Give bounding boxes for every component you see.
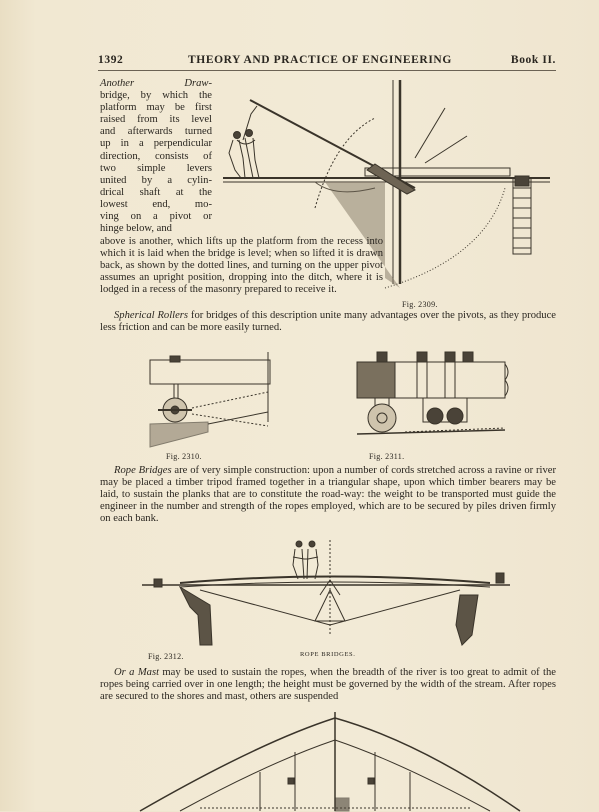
lead-line: bridge, by which the	[100, 90, 212, 102]
figure-title: ROPE BRIDGES.	[300, 651, 356, 658]
page-number: 1392	[98, 54, 124, 66]
rollers-term: Spherical Rollers	[114, 310, 189, 321]
mast-term: Or a Mast	[114, 667, 160, 678]
lead-line: ving on a pivot or	[100, 211, 212, 223]
lead-line: united by a cylin-	[100, 174, 212, 186]
lead-line: direction, consists of	[100, 150, 212, 162]
rollers-text	[100, 310, 556, 334]
suspension-bridge-figure	[140, 712, 520, 812]
figure-caption: Fig. 2311.	[369, 452, 405, 461]
lead-line: drical shaft at the	[100, 186, 212, 198]
rope-term: Rope Bridges	[114, 465, 172, 476]
lead-line: hinge below, and	[100, 223, 172, 235]
roller-figure-b	[355, 350, 515, 440]
lead-line: platform may be first	[100, 102, 212, 114]
rope-body: are of very simple construction: upon a number of cords stretched across a ravine or river may be placed a timber tripod framed together in a triangular shape, upon which timber bearers may be laid, to sustain the planks that are to constitute the road-way: the weight to be transported must guide the engineer in the number and strength of the ropes employed, which are to be secured by piles driven firmly on each bank.	[100, 465, 556, 525]
running-title: THEORY AND PRACTICE OF ENGINEERING	[188, 54, 452, 66]
book-number: Book II.	[510, 54, 556, 66]
rope-bridge-figure	[140, 535, 520, 645]
lead-line: raised from its level	[100, 114, 212, 126]
lead-line: up in a perpendicular	[100, 138, 212, 150]
rope-text	[100, 465, 556, 525]
drawbridge-lead	[100, 78, 212, 235]
lead-line: lowest end, mo-	[100, 198, 212, 210]
drawbridge-text-body: above is another, which lifts up the platform from the recess into which it is laid when the bridge is level; when so lifted it is drawn back, as shown by the dotted lines, and turning on the upper pivot assumes an upright position, dropping into the ditch, where it is lodged in a recess of the masonry prepared to receive it.	[100, 236, 383, 296]
mast-body: may be used to sustain the ropes, when the breadth of the river is too great to admit of the ropes being carried over in one length; the height must be governed by the width of the stream. After ropes are secured to the shores and mast, others are suspended	[100, 667, 557, 703]
roller-figure-a	[148, 352, 278, 447]
figure-caption: Fig. 2312.	[148, 652, 184, 661]
mast-text	[100, 667, 556, 703]
header-rule	[98, 70, 556, 71]
lead-line: and afterwards turned	[100, 126, 212, 138]
running-header	[98, 54, 556, 70]
figure-caption: Fig. 2309.	[402, 300, 438, 309]
rollers-body: for bridges of this description unite many advantages over the pivots, as they produce less friction and can be more easily turned.	[100, 310, 556, 334]
drawbridge-text	[100, 236, 383, 296]
figure-caption: Fig. 2310.	[166, 452, 202, 461]
lead-line: Another Draw-	[100, 78, 212, 89]
lead-line: two simple levers	[100, 162, 212, 174]
